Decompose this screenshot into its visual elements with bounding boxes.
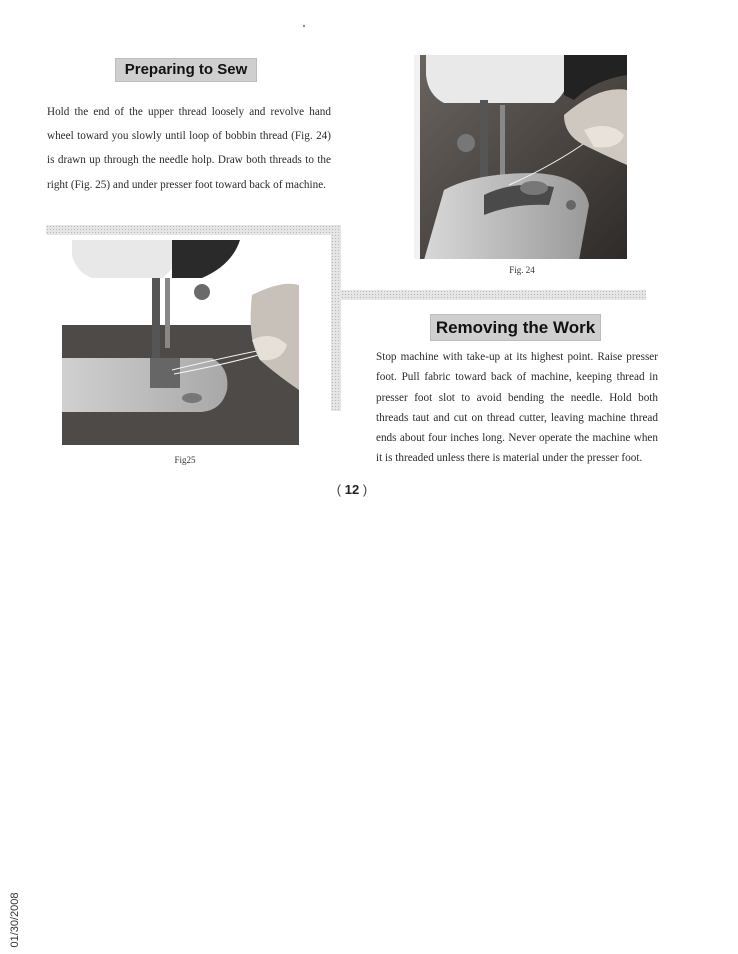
page-number-open: ( xyxy=(336,482,342,497)
figure-25-illustration xyxy=(62,240,299,445)
paragraph-removing-the-work: Stop machine with take-up at its highest point. Raise presser foot. Pull fabric toward back of machine, keeping thread in presser foot slot to avoid bending the needle. Hold both threads taut and cut on thread cutter, leaving machine thread ends about four inches long. Never operate the machine when it is threaded unless there is material under the presser foot. xyxy=(376,351,658,465)
heading-preparing-to-sew: Preparing to Sew xyxy=(115,58,257,82)
figure-24-photo xyxy=(414,55,627,259)
date-stamp-text: 01/30/2008 xyxy=(9,892,21,948)
figure-25-photo xyxy=(62,240,299,445)
page-number-value: 12 xyxy=(344,482,360,497)
divider-band-middle xyxy=(341,290,646,300)
date-stamp xyxy=(0,890,30,950)
paragraph-preparing-to-sew: Hold the end of the upper thread loosely and revolve hand wheel toward you slowly until loop of bobbin thread (Fig. 24) is drawn up through the needle holp. Draw both threads to the right (Fig. 25) and under presser foot toward back of machine. xyxy=(47,106,331,191)
figure-25-caption: Fig25 xyxy=(174,455,196,465)
scan-speck xyxy=(303,25,305,27)
page-number-close: ) xyxy=(362,482,368,497)
figure-24-caption: Fig. 24 xyxy=(509,265,535,275)
figure-24-illustration xyxy=(414,55,627,259)
divider-band-top xyxy=(46,225,341,235)
divider-band-vertical xyxy=(331,225,341,411)
heading-removing-the-work: Removing the Work xyxy=(430,314,601,341)
page-number xyxy=(332,482,372,497)
